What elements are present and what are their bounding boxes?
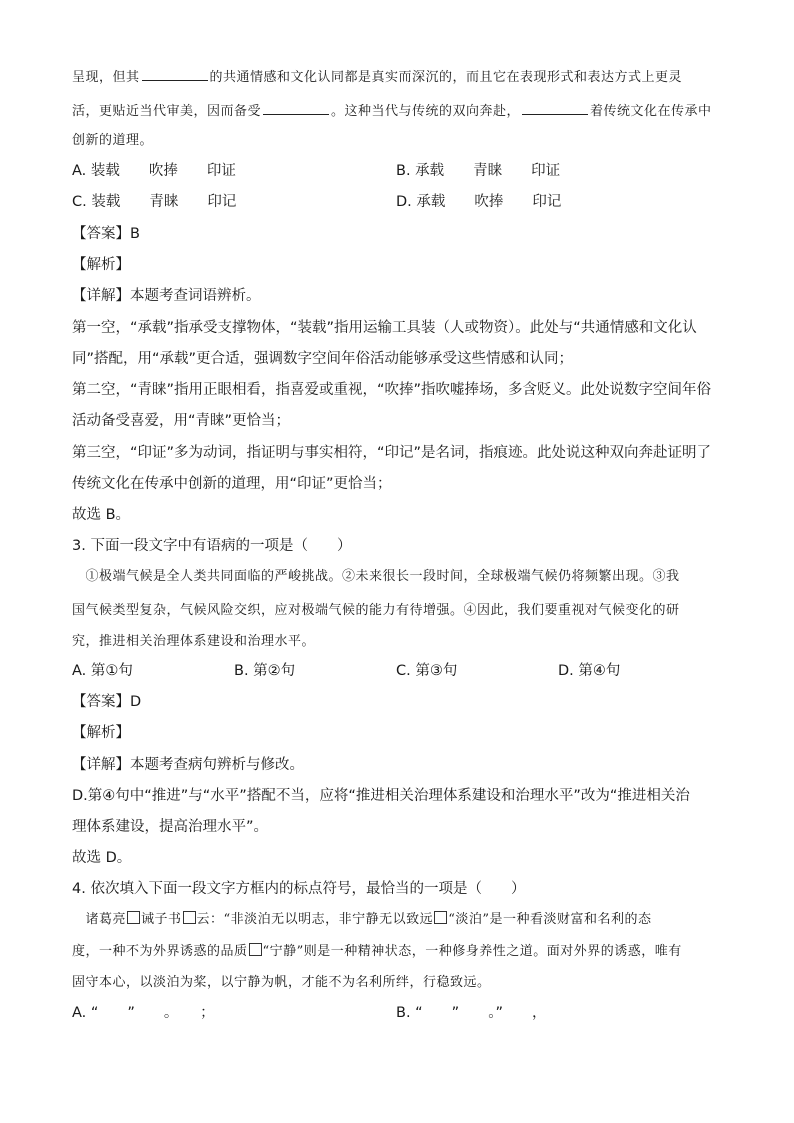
q4-option-a: A. “ ” 。 ；: [72, 1005, 215, 1021]
q2-passage-line-1: 呈现，但其 的共通情感和文化认同都是真实而深沉的，而且它在表现形式和表达方式上更灵: [72, 66, 682, 88]
q3-passage-line: ①极端气候是全人类共同面临的严峻挑战。②未来很长一段时间，全球极端气候仍将频繁出现。③我: [72, 569, 680, 584]
q2-option-d: D. 承载 吹捧 印记: [396, 194, 562, 210]
q2-passage-line-3: 创新的道理。: [72, 133, 154, 148]
q4-stem: 4. 依次填入下面一段文字方框内的标点符号，最恰当的一项是（ ）: [72, 881, 526, 897]
q2-explain-line: 传统文化在传承中创新的道理，用“印证”更恰当；: [72, 476, 392, 492]
q4-passage-line-2: 度，一种不为外界诱惑的品质 “宁静”则是一种精神状态，一种修身养性之道。面对外界的诱惑，唯有: [72, 944, 682, 959]
q2-option-b: B. 承载 青睐 印证: [396, 163, 561, 179]
q2-answer: 【答案】B: [72, 226, 140, 242]
blank-2: [263, 100, 329, 115]
blank-3: [522, 100, 588, 115]
q2-explain-line: 活动备受喜爱，用“青睐”更恰当；: [72, 413, 291, 429]
q3-passage-line: 究，推进相关治理体系建设和治理水平。: [72, 634, 316, 649]
q3-option-b: B. 第②句: [234, 663, 296, 679]
q2-passage-line-2: 活，更贴近当代审美，因而备受 。这种当代与传统的双向奔赴， 着传统文化在传承中: [72, 100, 712, 122]
blank-box: [183, 911, 196, 924]
q4-option-b: B. “ ” 。” ，: [396, 1005, 547, 1021]
q2-conclusion: 故选 B。: [72, 507, 131, 523]
q2-option-a: A. 装载 吹捧 印证: [72, 163, 236, 179]
q3-option-c: C. 第③句: [396, 663, 458, 679]
blank-box: [434, 911, 447, 924]
q3-analysis-label: 【解析】: [72, 725, 130, 741]
q2-analysis-label: 【解析】: [72, 257, 130, 273]
q2-explain-line: 同”搭配，用“承载”更合适，强调数字空间年俗活动能够承受这些情感和认同；: [72, 351, 574, 367]
q3-explain-line: D.第④句中“推进”与“水平”搭配不当，应将“推进相关治理体系建设和治理水平”改为“推进相关治: [72, 788, 690, 804]
q2-option-c: C. 装载 青睐 印记: [72, 194, 237, 210]
blank-box: [127, 911, 140, 924]
q3-option-a: A. 第①句: [72, 663, 133, 679]
q3-explain-line: 理体系建设，提高治理水平”。: [72, 819, 269, 835]
q3-conclusion: 故选 D。: [72, 850, 132, 866]
q3-option-d: D. 第④句: [558, 663, 621, 679]
q2-explain-line: 第一空，“承载”指承受支撑物体，“装载”指用运输工具装（人或物资）。此处与“共通情感和文化认: [72, 320, 697, 336]
q3-detail: 【详解】本题考查病句辨析与修改。: [72, 757, 304, 773]
blank-box: [249, 943, 262, 956]
q4-passage-line-1: 诸葛亮 诫子书 云：“非淡泊无以明志，非宁静无以致远 “淡泊”是一种看淡财富和名利的态: [72, 912, 652, 927]
q2-explain-line: 第三空，“印证”多为动词，指证明与事实相符，“印记”是名词，指痕迹。此处说这种双向奔赴证明了: [72, 445, 712, 461]
q2-detail: 【详解】本题考查词语辨析。: [72, 288, 261, 304]
q3-passage-line: 国气候类型复杂，气候风险交织，应对极端气候的能力有待增强。④因此，我们要重视对气候变化的研: [72, 603, 680, 618]
blank-1: [142, 66, 208, 81]
q3-answer: 【答案】D: [72, 694, 142, 710]
q4-passage-line-3: 固守本心，以淡泊为桨，以宁静为帆，才能不为名利所绊，行稳致远。: [72, 975, 491, 990]
q2-explain-line: 第二空，“青睐”指用正眼相看，指喜爱或重视，“吹捧”指吹嘘捧场，多含贬义。此处说数字空间年俗: [72, 382, 712, 398]
q3-stem: 3. 下面一段文字中有语病的一项是（ ）: [72, 538, 352, 554]
